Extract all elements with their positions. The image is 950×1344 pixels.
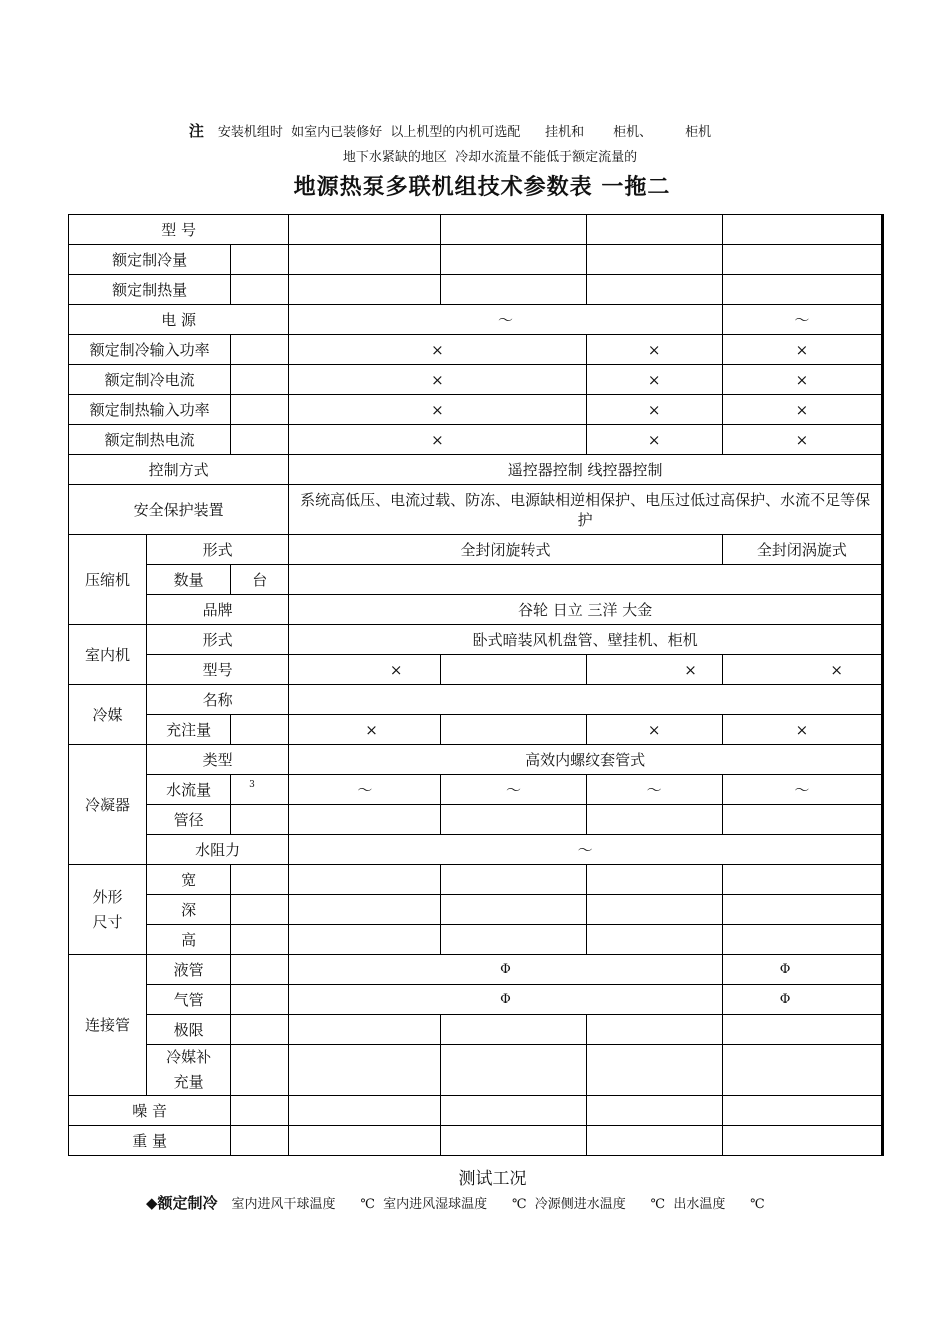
cell [231,395,289,425]
label-safety: 安全保护装置 [69,485,289,535]
label-connect: 连接管 [69,955,147,1096]
cell [231,865,289,895]
cell [231,425,289,455]
label-control: 控制方式 [69,455,289,485]
phi-value: Φ [722,985,882,1015]
label-quantity: 数量 [147,565,231,595]
cell [441,715,586,745]
cell [722,805,882,835]
label-water-resist: 水阻力 [147,835,289,865]
tilde-value: ～ [441,775,586,805]
cell [586,1015,722,1045]
label-charge: 充注量 [147,715,231,745]
note-label: 注 [188,122,204,140]
cell [231,805,289,835]
label-power: 电 源 [69,305,289,335]
cell [289,1096,441,1126]
label-form: 形式 [147,625,289,655]
row-compressor-form [69,535,883,565]
row-gas-pipe [69,985,883,1015]
cell [231,715,289,745]
row-dims-depth [69,895,883,925]
row-model [69,215,883,245]
cell [289,1126,441,1156]
cell [289,565,883,595]
cell [289,925,441,955]
cell [231,275,289,305]
label-refrigerant: 冷媒 [69,685,147,745]
cell [722,215,882,245]
cell [231,895,289,925]
cross-value: × [586,655,722,685]
cell [586,895,722,925]
cell [289,1045,441,1096]
unit-tai: 台 [231,565,289,595]
test-conditions-line [146,1192,765,1213]
cell [722,865,882,895]
cell [441,865,586,895]
cell [722,1126,882,1156]
cross-value: × [586,425,722,455]
cell [231,985,289,1015]
cross-value: × [289,365,586,395]
tilde-value: ～ [289,775,441,805]
cross-value: × [722,715,882,745]
tilde-value: ～ [722,775,882,805]
row-refrigerant-charge [69,715,883,745]
cell [441,805,586,835]
cell [722,1015,882,1045]
cell [586,865,722,895]
row-compressor-quantity [69,565,883,595]
cell [231,365,289,395]
cell [231,925,289,955]
label-cooling-capacity: 额定制冷量 [69,245,231,275]
row-condenser-type [69,745,883,775]
label-form: 形式 [147,535,289,565]
cross-value: × [586,335,722,365]
note-line-2: 地下水紧缺的地区 冷却水流量不能低于额定流量的 [342,150,638,165]
cell [289,895,441,925]
cell [231,1045,289,1096]
row-refrigerant-name [69,685,883,715]
row-dims-height [69,925,883,955]
cell [441,655,586,685]
cell [231,245,289,275]
indoor-form-value: 卧式暗装风机盘管、壁挂机、柜机 [289,625,883,655]
row-heating-capacity [69,275,883,305]
row-safety [69,485,883,535]
compressor-form-b: 全封闭涡旋式 [722,535,882,565]
cell [231,335,289,365]
cell [289,685,883,715]
test-conditions-text: 室内进风干球温度 ℃ 室内进风湿球温度 ℃ 冷源侧进水温度 ℃ 出水温度 ℃ [231,1197,765,1212]
cell [289,245,441,275]
safety-value: 系统高低压、电流过载、防冻、电源缺相逆相保护、电压过低过高保护、水流不足等保护 [289,485,883,535]
cross-value: × [289,395,586,425]
row-indoor-form [69,625,883,655]
phi-value: Φ [289,985,723,1015]
row-power [69,305,883,335]
cross-value: × [586,715,722,745]
cross-value: × [289,715,441,745]
row-liquid-pipe [69,955,883,985]
cross-value: × [722,365,882,395]
phi-value: Φ [722,955,882,985]
row-heating-current [69,425,883,455]
cross-value: × [289,425,586,455]
label-gas: 气管 [147,985,231,1015]
label-heating-current: 额定制热电流 [69,425,231,455]
row-heating-input [69,395,883,425]
note-line-1 [0,120,900,141]
cross-value: × [722,395,882,425]
compressor-form-a: 全封闭旋转式 [289,535,723,565]
label-indoor: 室内机 [69,625,147,685]
cell [586,275,722,305]
cell [289,215,441,245]
label-name: 名称 [147,685,289,715]
row-condenser-resist [69,835,883,865]
row-compressor-brand [69,595,883,625]
label-noise: 噪 音 [69,1096,231,1126]
cell [586,1126,722,1156]
cell [231,1015,289,1045]
page-title: 地源热泵多联机组技术参数表 一拖二 [293,175,671,200]
cell [722,1045,882,1096]
cell [441,245,586,275]
label-condenser: 冷凝器 [69,745,147,865]
cell [441,895,586,925]
row-cooling-input [69,335,883,365]
note-text-1: 安装机组时 如室内已装修好 以上机型的内机可选配 挂机和 柜机、 柜机 [217,125,712,140]
cell [722,895,882,925]
cell [441,275,586,305]
label-liquid: 液管 [147,955,231,985]
row-condenser-pipe [69,805,883,835]
power-value-a: ～ [289,305,723,335]
superscript-3: 3 [249,780,255,790]
label-heating-capacity: 额定制热量 [69,275,231,305]
label-weight: 重 量 [69,1126,231,1156]
row-weight [69,1126,883,1156]
cell [586,1096,722,1126]
label-recharge: 冷媒补充量 [147,1045,231,1096]
cell [722,245,882,275]
cross-value: × [289,655,441,685]
cell [441,1096,586,1126]
row-dims-width [69,865,883,895]
cell [586,215,722,245]
cross-value: × [722,655,882,685]
power-value-b: ～ [722,305,882,335]
test-lead: ◆额定制冷 [146,1194,218,1212]
cell [289,805,441,835]
condenser-type-value: 高效内螺纹套管式 [289,745,883,775]
cell [231,955,289,985]
cell [441,1045,586,1096]
cross-value: × [586,365,722,395]
row-limit [69,1015,883,1045]
label-width: 宽 [147,865,231,895]
label-heating-input: 额定制热输入功率 [69,395,231,425]
label-brand: 品牌 [147,595,289,625]
spec-table [68,214,884,1156]
cell [289,1015,441,1045]
label-cooling-current: 额定制冷电流 [69,365,231,395]
cell [441,925,586,955]
cell [441,1015,586,1045]
label-height: 高 [147,925,231,955]
cell [441,215,586,245]
row-noise [69,1096,883,1126]
cell [586,805,722,835]
cell [722,925,882,955]
label-model-no: 型号 [147,655,289,685]
brand-value: 谷轮 日立 三洋 大金 [289,595,883,625]
cross-value: × [722,425,882,455]
tilde-value: ～ [586,775,722,805]
cell [722,275,882,305]
cross-value: × [289,335,586,365]
label-model: 型 号 [69,215,289,245]
cell [289,275,441,305]
cell [441,1126,586,1156]
cell [586,1045,722,1096]
label-limit: 极限 [147,1015,231,1045]
label-pipe-dia: 管径 [147,805,231,835]
cell [586,925,722,955]
label-water-flow: 水流量 [147,775,231,805]
tilde-value: ～ [289,835,883,865]
cell [289,865,441,895]
row-cooling-capacity [69,245,883,275]
cross-value: × [586,395,722,425]
cross-value: × [722,335,882,365]
row-condenser-flow [69,775,883,805]
label-compressor: 压缩机 [69,535,147,625]
phi-value: Φ [289,955,723,985]
row-indoor-model [69,655,883,685]
label-depth: 深 [147,895,231,925]
row-control [69,455,883,485]
row-recharge [69,1045,883,1096]
label-cooling-input: 额定制冷输入功率 [69,335,231,365]
label-type: 类型 [147,745,289,775]
cell [231,1126,289,1156]
unit-cell [231,775,289,805]
test-conditions-title: 测试工况 [458,1169,527,1189]
cell [722,1096,882,1126]
cell [231,1096,289,1126]
cell [586,245,722,275]
row-cooling-current [69,365,883,395]
control-value: 遥控器控制 线控器控制 [289,455,883,485]
label-dims: 外形尺寸 [69,865,147,955]
